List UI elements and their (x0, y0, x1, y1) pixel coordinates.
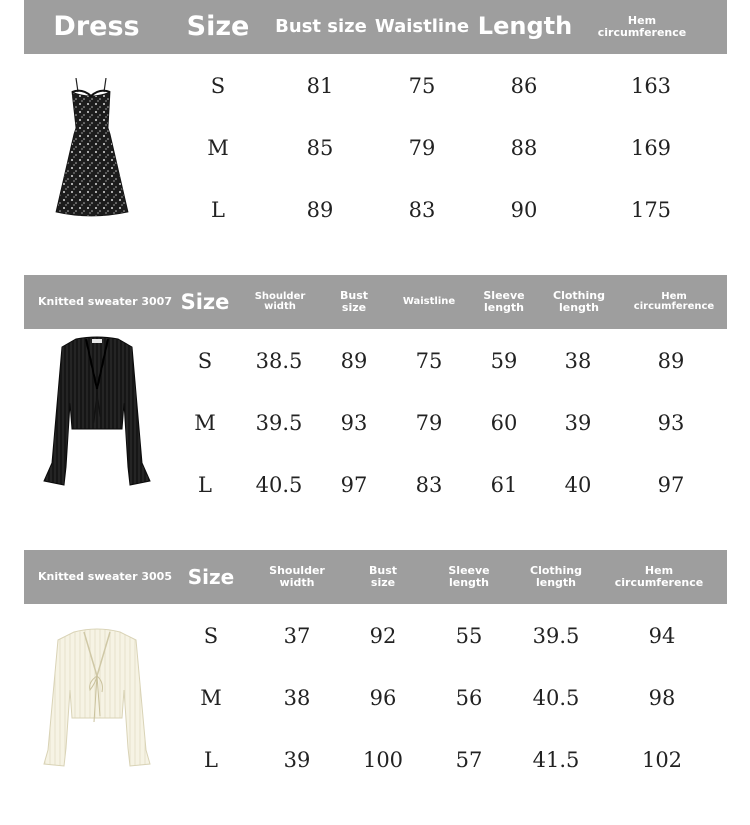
value-bust: 96 (369, 686, 397, 710)
value-sleeve: 56 (455, 686, 483, 710)
value-clothing-length: 40.5 (532, 686, 580, 710)
size-table-sweater-3007 (24, 275, 727, 525)
header-waistline: Waistline (402, 295, 456, 307)
value-waist: 75 (408, 74, 436, 98)
value-sleeve: 61 (490, 473, 518, 497)
value-size-l: L (198, 473, 212, 497)
header-sleeve-length: Sleeve length (483, 289, 525, 314)
header-shoulder-width: Shoulder width (254, 290, 306, 312)
value-hem: 94 (648, 624, 676, 648)
value-clothing-length: 39.5 (532, 624, 580, 648)
value-waist: 79 (408, 136, 436, 160)
value-bust: 97 (340, 473, 368, 497)
header-hem-circumference: Hem circumference (597, 14, 687, 39)
size-table-sweater-3005 (24, 550, 727, 800)
value-sleeve: 57 (455, 748, 483, 772)
header-bust-size: Bust size (339, 289, 369, 314)
header-hem-circumference: Hem circumference (614, 564, 704, 589)
header-sleeve-length: Sleeve length (448, 564, 490, 589)
header-length: Length (477, 12, 573, 41)
value-bust: 93 (340, 411, 368, 435)
header-shoulder-width: Shoulder width (269, 564, 325, 589)
value-shoulder: 38 (283, 686, 311, 710)
value-size-s: S (203, 624, 219, 648)
value-bust: 92 (369, 624, 397, 648)
value-sleeve: 60 (490, 411, 518, 435)
value-waist: 75 (415, 349, 443, 373)
header-clothing-length: Clothing length (530, 564, 582, 589)
value-clothing-length: 39 (564, 411, 592, 435)
value-hem: 169 (630, 136, 672, 160)
value-shoulder: 38.5 (255, 349, 303, 373)
header-clothing-length: Clothing length (553, 289, 605, 314)
value-bust: 89 (306, 198, 334, 222)
value-bust: 85 (306, 136, 334, 160)
value-clothing-length: 38 (564, 349, 592, 373)
header-product-name: Knitted sweater 3005 (38, 570, 172, 584)
value-hem: 98 (648, 686, 676, 710)
header-hem-circumference: Hem circumference (633, 290, 715, 312)
value-hem: 93 (657, 411, 685, 435)
value-bust: 89 (340, 349, 368, 373)
value-hem: 163 (630, 74, 672, 98)
size-table-dress (24, 0, 727, 245)
header-product-name: Knitted sweater 3007 (38, 295, 172, 309)
value-size-m: M (194, 411, 216, 435)
value-shoulder: 40.5 (255, 473, 303, 497)
value-clothing-length: 41.5 (532, 748, 580, 772)
value-bust: 100 (362, 748, 404, 772)
value-shoulder: 39 (283, 748, 311, 772)
value-bust: 81 (306, 74, 334, 98)
value-shoulder: 37 (283, 624, 311, 648)
value-waist: 79 (415, 411, 443, 435)
floral-slip-dress-image (54, 78, 130, 224)
value-size-m: M (207, 136, 229, 160)
value-sleeve: 55 (455, 624, 483, 648)
value-size-m: M (200, 686, 222, 710)
header-product-name: Dress (53, 10, 140, 42)
value-waist: 83 (408, 198, 436, 222)
value-size-s: S (210, 74, 226, 98)
value-hem: 102 (641, 748, 683, 772)
value-sleeve: 59 (490, 349, 518, 373)
value-hem: 175 (630, 198, 672, 222)
table-header (24, 550, 727, 604)
value-shoulder: 39.5 (255, 411, 303, 435)
value-length: 90 (510, 198, 538, 222)
header-waistline: Waistline (374, 15, 470, 37)
value-length: 88 (510, 136, 538, 160)
value-waist: 83 (415, 473, 443, 497)
black-knit-cardigan-image (42, 333, 152, 495)
table-header (24, 275, 727, 329)
header-bust-size: Bust size (275, 15, 367, 37)
header-size: Size (186, 10, 250, 42)
value-clothing-length: 40 (564, 473, 592, 497)
table-header (24, 0, 727, 54)
value-length: 86 (510, 74, 538, 98)
header-bust-size: Bust size (368, 564, 398, 589)
header-size: Size (180, 289, 230, 314)
header-size: Size (187, 564, 235, 589)
value-size-l: L (204, 748, 218, 772)
value-size-s: S (197, 349, 213, 373)
value-size-l: L (211, 198, 225, 222)
value-hem: 89 (657, 349, 685, 373)
value-hem: 97 (657, 473, 685, 497)
cream-knit-cardigan-image (38, 626, 156, 772)
